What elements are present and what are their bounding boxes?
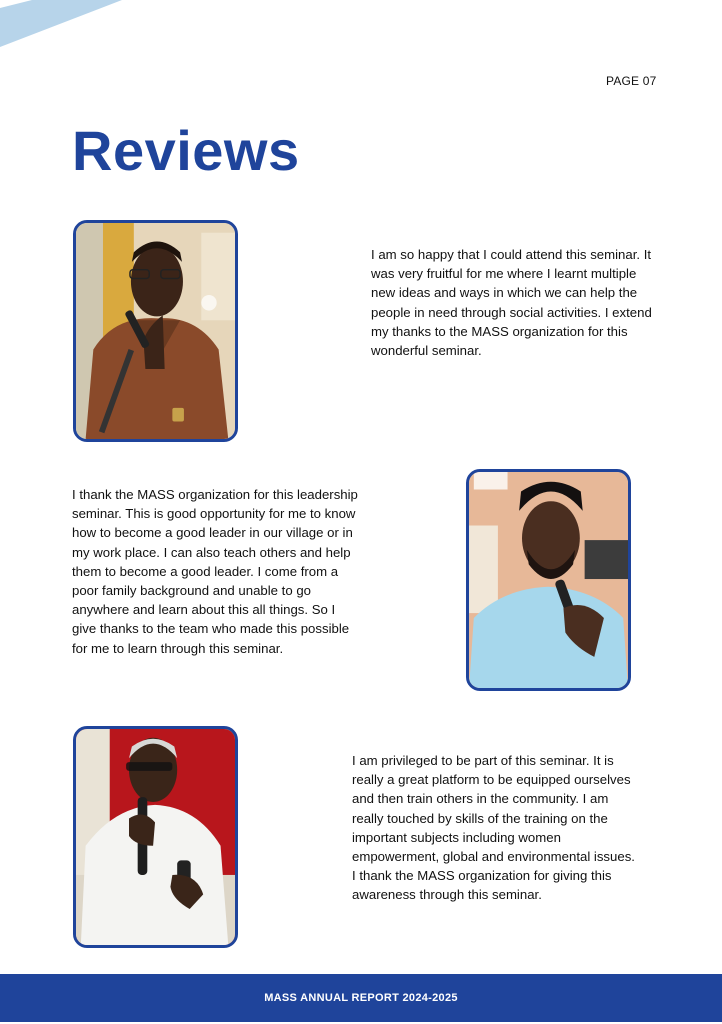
page-title: Reviews bbox=[72, 119, 300, 182]
reviewer-photo-3 bbox=[73, 726, 238, 948]
review-text-3: I am privileged to be part of this seminar. It is really a great platform to be equipped ourselves and then train others in the community. I am really touched by skills of the training on the important subjects including women empowerment, global and environmental issues. I thank the MASS organization for giving this awareness through this seminar. bbox=[352, 753, 635, 903]
reviewer-photo-1 bbox=[73, 220, 238, 442]
review-text-2: I thank the MASS organization for this leadership seminar. This is good opportunity for me to know how to become a good leader in our village or in my work place. I can also teach others and help them to become a good leader. I come from a poor family background and unable to go anywhere and learn about this all things. So I give thanks to the team who made this possible for me to learn through this seminar. bbox=[72, 487, 358, 656]
corner-stripe-decoration bbox=[0, 0, 130, 50]
page-number: PAGE 07 bbox=[606, 74, 657, 88]
review-text-1: I am so happy that I could attend this seminar. It was very fruitful for me where I learnt multiple new ideas and ways in which we can help the people in need through social activities. I extend my thanks to the MASS organization for this wonderful seminar. bbox=[371, 247, 652, 359]
footer-bar bbox=[0, 974, 722, 1022]
reviewer-photo-2 bbox=[466, 469, 631, 691]
footer-text: MASS ANNUAL REPORT 2024-2025 bbox=[264, 992, 458, 1004]
